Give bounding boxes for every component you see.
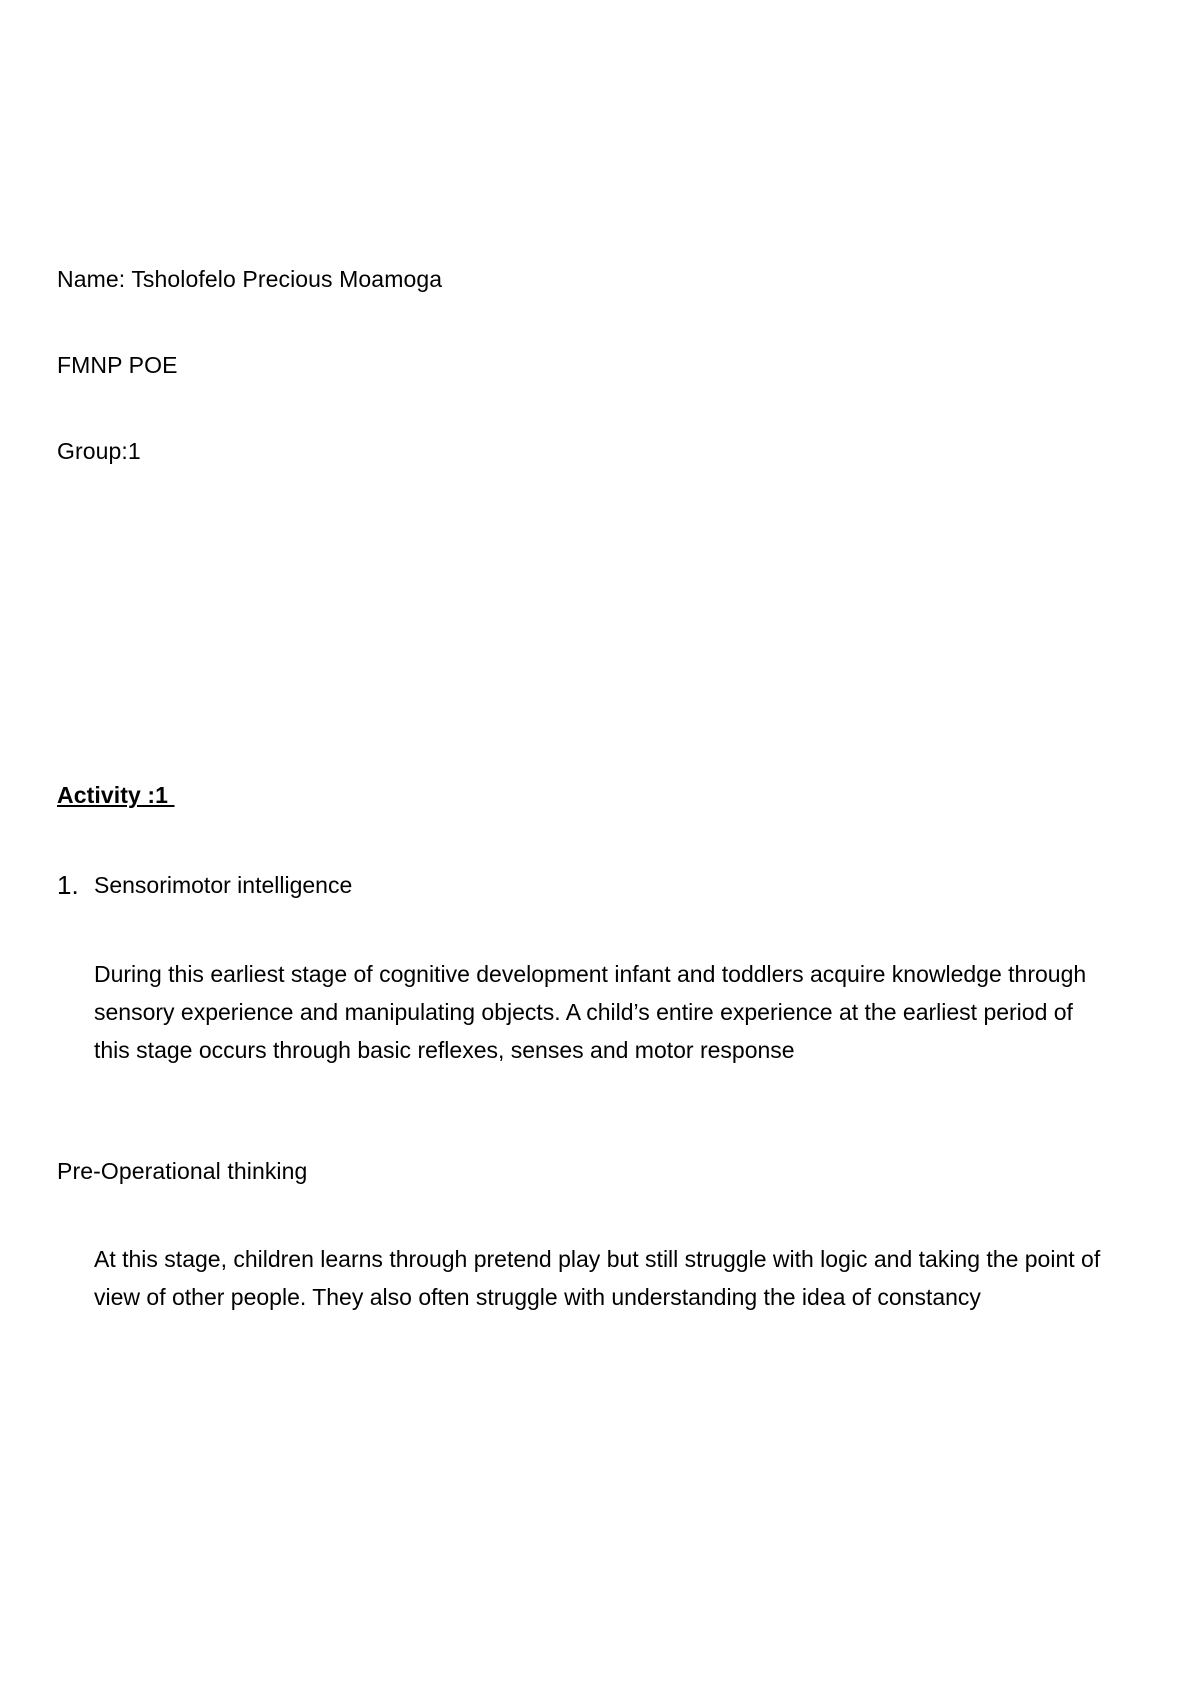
section-title: Pre-Operational thinking	[57, 1158, 308, 1184]
list-item-number: 1.	[57, 870, 79, 900]
preoperational-paragraph: At this stage, children learns through pretend play but still struggle with logic and taking the point of view of other people. They also often struggle with understanding the idea of constancy	[94, 1246, 1101, 1310]
course-title: FMNP POE	[57, 352, 178, 378]
sensorimotor-paragraph: During this earliest stage of cognitive development infant and toddlers acquire knowledge through sensory experience and manipulating objects. A child’s entire experience at the earliest period of this stage occurs through basic reflexes, senses and motor response	[94, 961, 1087, 1063]
activity-heading: Activity :1	[57, 782, 175, 808]
list-item-title: Sensorimotor intelligence	[94, 872, 353, 898]
group-label: Group:1	[57, 438, 141, 464]
student-name: Name: Tsholofelo Precious Moamoga	[57, 266, 443, 292]
